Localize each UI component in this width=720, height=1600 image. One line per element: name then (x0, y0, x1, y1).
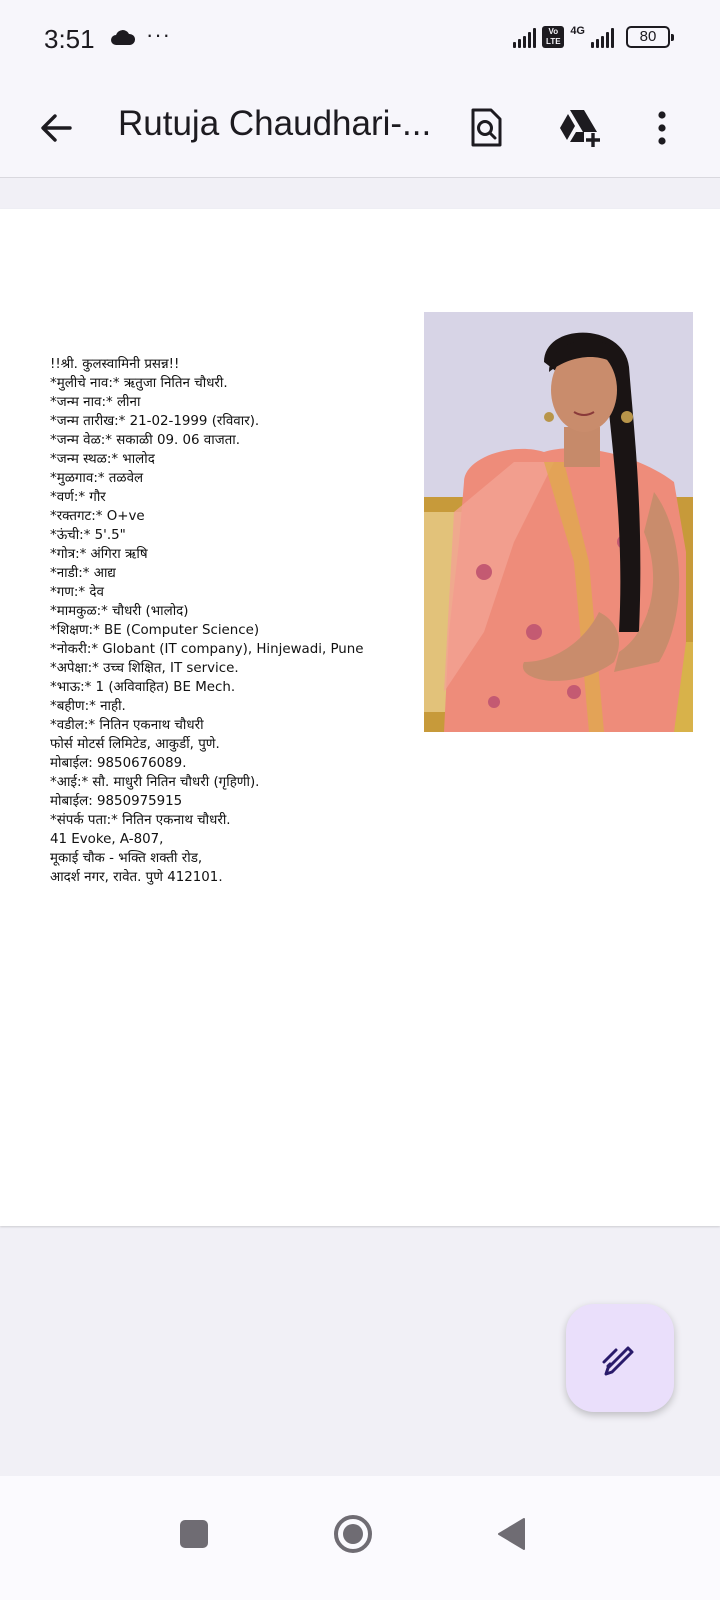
biodata-line: *वडील:* नितिन एकनाथ चौधरी (50, 718, 204, 733)
biodata-line: *जन्म तारीख:* 21-02-1999 (रविवार). (50, 414, 260, 429)
cloud-icon (110, 28, 136, 46)
biodata-line: *गोत्र:* अंगिरा ऋषि (50, 547, 148, 562)
volte-icon: Vo LTE (542, 26, 564, 48)
biodata-line: *जन्म नाव:* लीना (50, 395, 141, 410)
biodata-line: *आई:* सौ. माधुरी नितिन चौधरी (गृहिणी). (50, 775, 260, 790)
biodata-line: *बहीण:* नाही. (50, 699, 126, 714)
more-vert-icon (656, 110, 668, 146)
add-to-drive-button[interactable] (551, 100, 607, 156)
home-button[interactable] (321, 1502, 385, 1566)
arrow-left-icon (38, 110, 74, 146)
biodata-line: *रक्तगट:* O+ve (50, 509, 145, 524)
biodata-line: फोर्स मोटर्स लिमिटेड, आकुर्डी, पुणे. (50, 737, 220, 752)
status-bar (0, 0, 720, 78)
biodata-line: *संपर्क पता:* नितिन एकनाथ चौधरी. (50, 813, 231, 828)
edit-pen-icon (600, 1338, 640, 1378)
signal-strength-icon-2 (591, 26, 614, 48)
biodata-line: *गण:* देव (50, 585, 104, 600)
biodata-line: आदर्श नगर, रावेत. पुणे 412101. (50, 870, 223, 885)
biodata-text (50, 355, 420, 887)
network-type-label: 4G (570, 24, 585, 37)
app-bar (0, 78, 720, 178)
system-navigation-bar (0, 1476, 720, 1600)
biodata-line: !!श्री. कुलस्वामिनी प्रसन्न!! (50, 357, 180, 372)
find-in-document-button[interactable] (458, 100, 514, 156)
battery-level: 80 (639, 28, 657, 45)
document-title: Rutuja Chaudhari-... (118, 104, 432, 143)
biodata-line: *मामकुळ:* चौधरी (भालोद) (50, 604, 189, 619)
signal-strength-icon (513, 26, 536, 48)
biodata-line: *शिक्षण:* BE (Computer Science) (50, 623, 260, 638)
biodata-line: *ऊंची:* 5'.5" (50, 528, 126, 543)
battery-icon (626, 26, 670, 48)
recents-button[interactable] (162, 1502, 226, 1566)
biodata-line: *जन्म स्थळ:* भालोद (50, 452, 155, 467)
biodata-line: *वर्ण:* गौर (50, 490, 106, 505)
biodata-line: मोबाईल: 9850975915 (50, 794, 183, 809)
drive-add-icon (556, 108, 602, 148)
back-button[interactable] (28, 100, 84, 156)
more-options-button[interactable] (634, 100, 690, 156)
more-notifications-icon: ··· (146, 22, 171, 47)
biodata-line: *मुळगाव:* तळवेल (50, 471, 144, 486)
status-time: 3:51 (44, 24, 95, 54)
biodata-line: *अपेक्षा:* उच्च शिक्षित, IT service. (50, 661, 239, 676)
system-back-button[interactable] (479, 1502, 543, 1566)
biodata-line: मूकाई चौक - भक्ति शक्ती रोड, (50, 851, 203, 866)
triangle-back-icon (496, 1517, 526, 1551)
status-indicators (513, 22, 670, 52)
biodata-line: 41 Evoke, A-807, (50, 832, 164, 847)
edit-button[interactable] (566, 1304, 674, 1412)
circle-icon (333, 1514, 373, 1554)
biodata-line: *जन्म वेळ:* सकाळी 09. 06 वाजता. (50, 433, 240, 448)
biodata-line: मोबाईल: 9850676089. (50, 756, 187, 771)
square-icon (179, 1519, 209, 1549)
biodata-line: *नोकरी:* Globant (IT company), Hinjewadi, Pune (50, 642, 364, 657)
biodata-line: *भाऊ:* 1 (अविवाहित) BE Mech. (50, 680, 236, 695)
document-search-icon (469, 108, 503, 148)
biodata-line: *मुलीचे नाव:* ऋतुजा नितिन चौधरी. (50, 376, 228, 391)
biodata-line: *नाडी:* आद्य (50, 566, 116, 581)
profile-photo (424, 312, 693, 732)
